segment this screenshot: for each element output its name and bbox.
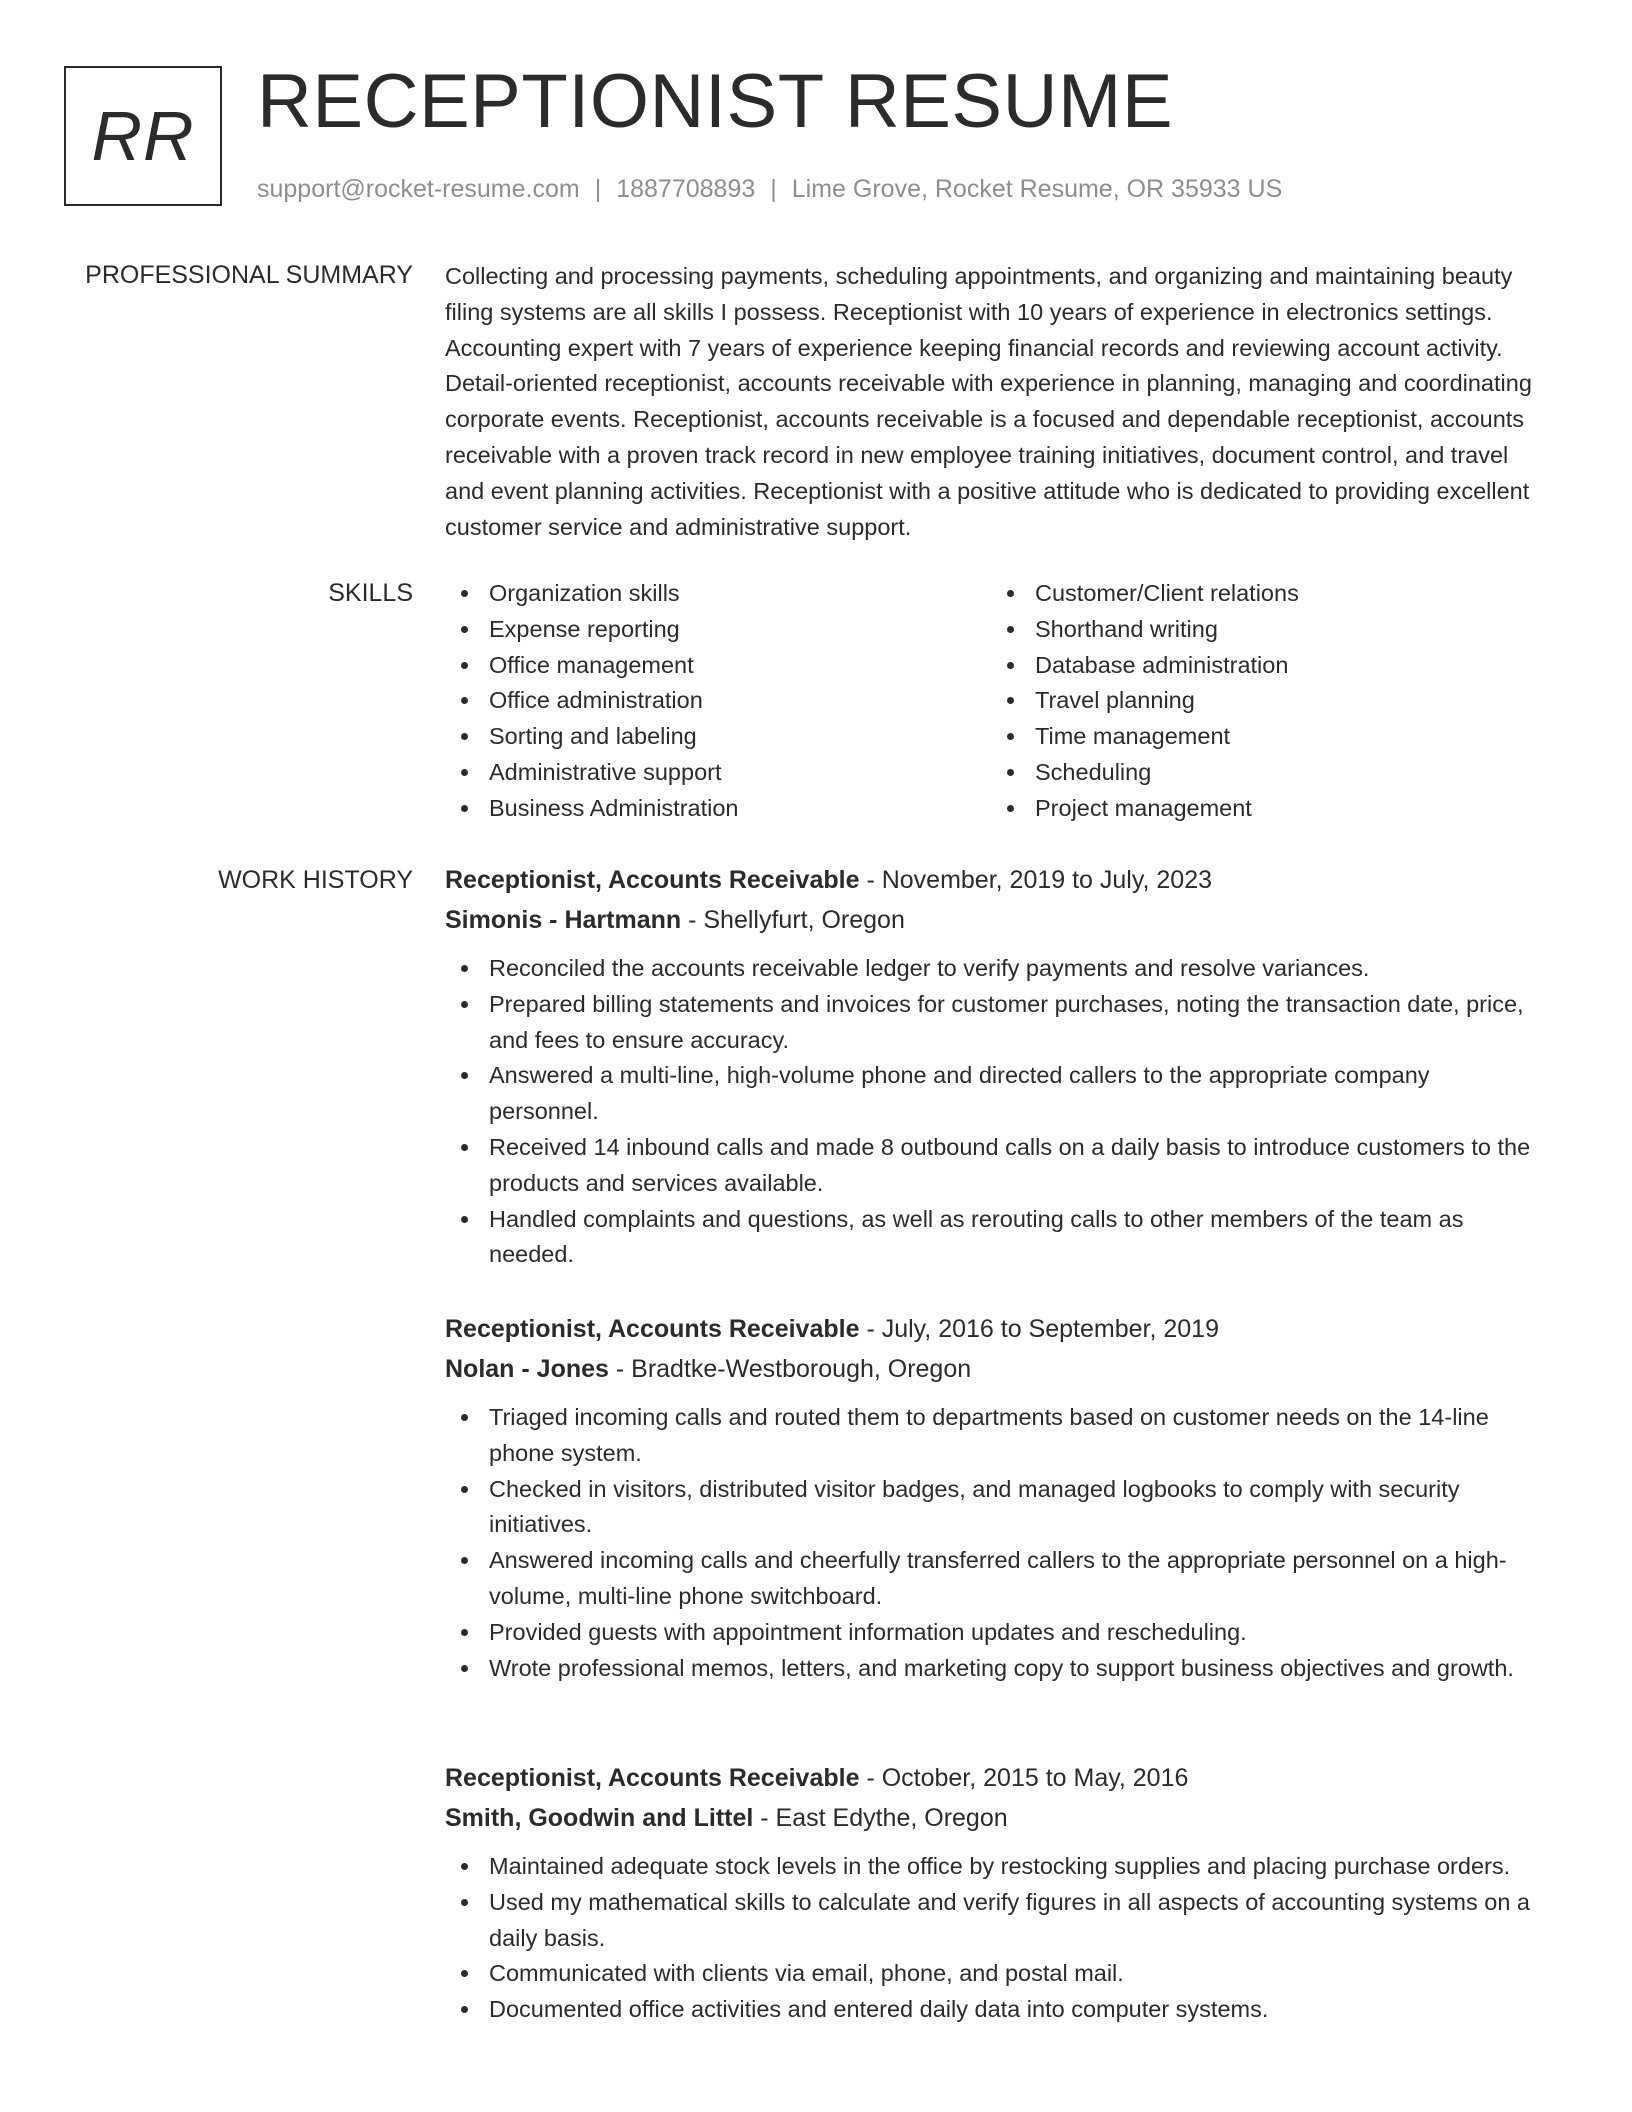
job-company: Nolan - Jones bbox=[445, 1355, 609, 1383]
job-location: - East Edythe, Oregon bbox=[760, 1804, 1008, 1832]
skill-item: Customer/Client relations bbox=[991, 576, 1537, 612]
job-title-line bbox=[445, 860, 1545, 900]
job-bullet: Used my mathematical skills to calculate and verify figures in all aspects of accounting systems on a daily basis. bbox=[445, 1885, 1545, 1957]
skill-item: Sorting and labeling bbox=[445, 719, 991, 755]
skill-item: Organization skills bbox=[445, 576, 991, 612]
job-bullet: Communicated with clients via email, phone, and postal mail. bbox=[445, 1956, 1545, 1992]
job-bullet: Checked in visitors, distributed visitor badges, and managed logbooks to comply with security initiatives. bbox=[445, 1472, 1545, 1544]
job-company-line bbox=[445, 1349, 1545, 1389]
skills-column-right bbox=[991, 576, 1537, 827]
job-bullets bbox=[445, 1849, 1545, 2028]
contact-address: Lime Grove, Rocket Resume, OR 35933 US bbox=[791, 175, 1283, 203]
skill-item: Travel planning bbox=[991, 683, 1537, 719]
monogram-logo bbox=[64, 66, 222, 206]
skills-section bbox=[445, 576, 1545, 827]
job-dates: - October, 2015 to May, 2016 bbox=[866, 1764, 1189, 1792]
skills-grid bbox=[445, 576, 1545, 827]
skills-column-left bbox=[445, 576, 991, 827]
job-company: Smith, Goodwin and Littel bbox=[445, 1804, 754, 1832]
job-bullet: Maintained adequate stock levels in the office by restocking supplies and placing purchase orders. bbox=[445, 1849, 1545, 1885]
job-bullet: Wrote professional memos, letters, and marketing copy to support business objectives and growth. bbox=[445, 1651, 1545, 1687]
skills-section-label: SKILLS bbox=[328, 579, 413, 607]
job-entry bbox=[445, 1309, 1545, 1686]
skill-item: Business Administration bbox=[445, 791, 991, 827]
job-dates: - July, 2016 to September, 2019 bbox=[866, 1315, 1219, 1343]
summary-text: Collecting and processing payments, scheduling appointments, and organizing and maintaining beauty filing systems are all skills I possess. Receptionist with 10 years of experience in electronics settings. Accounting expert with 7 years of experience keeping financial records and reviewing account activity. Detail-oriented receptionist, accounts receivable with experience in planning, managing and coordinating corporate events. Receptionist, accounts receivable is a focused and dependable receptionist, accounts receivable with a proven track record in new employee training initiatives, document control, and travel and event planning activities. Receptionist with a positive attitude who is dedicated to providing excellent customer service and administrative support. bbox=[445, 263, 1532, 540]
job-title: Receptionist, Accounts Receivable bbox=[445, 866, 860, 894]
contact-separator: | bbox=[770, 175, 777, 203]
job-bullet: Answered incoming calls and cheerfully transferred callers to the appropriate personnel on a high-volume, multi-line phone switchboard. bbox=[445, 1543, 1545, 1615]
job-title-line bbox=[445, 1309, 1545, 1349]
job-bullets bbox=[445, 951, 1545, 1273]
summary-section-label: PROFESSIONAL SUMMARY bbox=[85, 261, 413, 289]
skill-item: Project management bbox=[991, 791, 1537, 827]
skill-item: Expense reporting bbox=[445, 612, 991, 648]
skill-item: Office administration bbox=[445, 683, 991, 719]
contact-email: support@rocket-resume.com bbox=[257, 175, 580, 203]
skill-item: Database administration bbox=[991, 648, 1537, 684]
job-entry bbox=[445, 1758, 1545, 2028]
job-bullet: Answered a multi-line, high-volume phone and directed callers to the appropriate company personnel. bbox=[445, 1058, 1545, 1130]
job-company-line bbox=[445, 900, 1545, 940]
resume-title: RECEPTIONIST RESUME bbox=[257, 59, 1174, 144]
contact-phone: 1887708893 bbox=[616, 175, 756, 203]
job-title: Receptionist, Accounts Receivable bbox=[445, 1764, 860, 1792]
summary-section bbox=[445, 259, 1545, 545]
skill-item: Administrative support bbox=[445, 755, 991, 791]
skill-item: Office management bbox=[445, 648, 991, 684]
job-entry bbox=[445, 860, 1545, 1273]
job-bullet: Received 14 inbound calls and made 8 outbound calls on a daily basis to introduce customers to the products and services available. bbox=[445, 1130, 1545, 1202]
job-location: - Shellyfurt, Oregon bbox=[688, 906, 905, 934]
contact-line bbox=[257, 174, 1282, 204]
job-bullet: Handled complaints and questions, as well as rerouting calls to other members of the team as needed. bbox=[445, 1202, 1545, 1274]
job-dates: - November, 2019 to July, 2023 bbox=[866, 866, 1213, 894]
job-bullets bbox=[445, 1400, 1545, 1686]
job-company-line bbox=[445, 1798, 1545, 1838]
contact-separator: | bbox=[594, 175, 602, 203]
job-title: Receptionist, Accounts Receivable bbox=[445, 1315, 860, 1343]
job-company: Simonis - Hartmann bbox=[445, 906, 682, 934]
skill-item: Time management bbox=[991, 719, 1537, 755]
skill-item: Shorthand writing bbox=[991, 612, 1537, 648]
job-bullet: Provided guests with appointment information updates and rescheduling. bbox=[445, 1615, 1545, 1651]
skill-item: Scheduling bbox=[991, 755, 1537, 791]
job-bullet: Prepared billing statements and invoices for customer purchases, noting the transaction date, price, and fees to ensure accuracy. bbox=[445, 987, 1545, 1059]
job-title-line bbox=[445, 1758, 1545, 1798]
job-bullet: Documented office activities and entered daily data into computer systems. bbox=[445, 1992, 1545, 2028]
job-bullet: Triaged incoming calls and routed them to departments based on customer needs on the 14-line phone system. bbox=[445, 1400, 1545, 1472]
job-bullet: Reconciled the accounts receivable ledger to verify payments and resolve variances. bbox=[445, 951, 1545, 987]
work-history-section-label: WORK HISTORY bbox=[218, 866, 413, 894]
monogram-text: RR bbox=[91, 97, 195, 175]
job-location: - Bradtke-Westborough, Oregon bbox=[615, 1355, 972, 1383]
